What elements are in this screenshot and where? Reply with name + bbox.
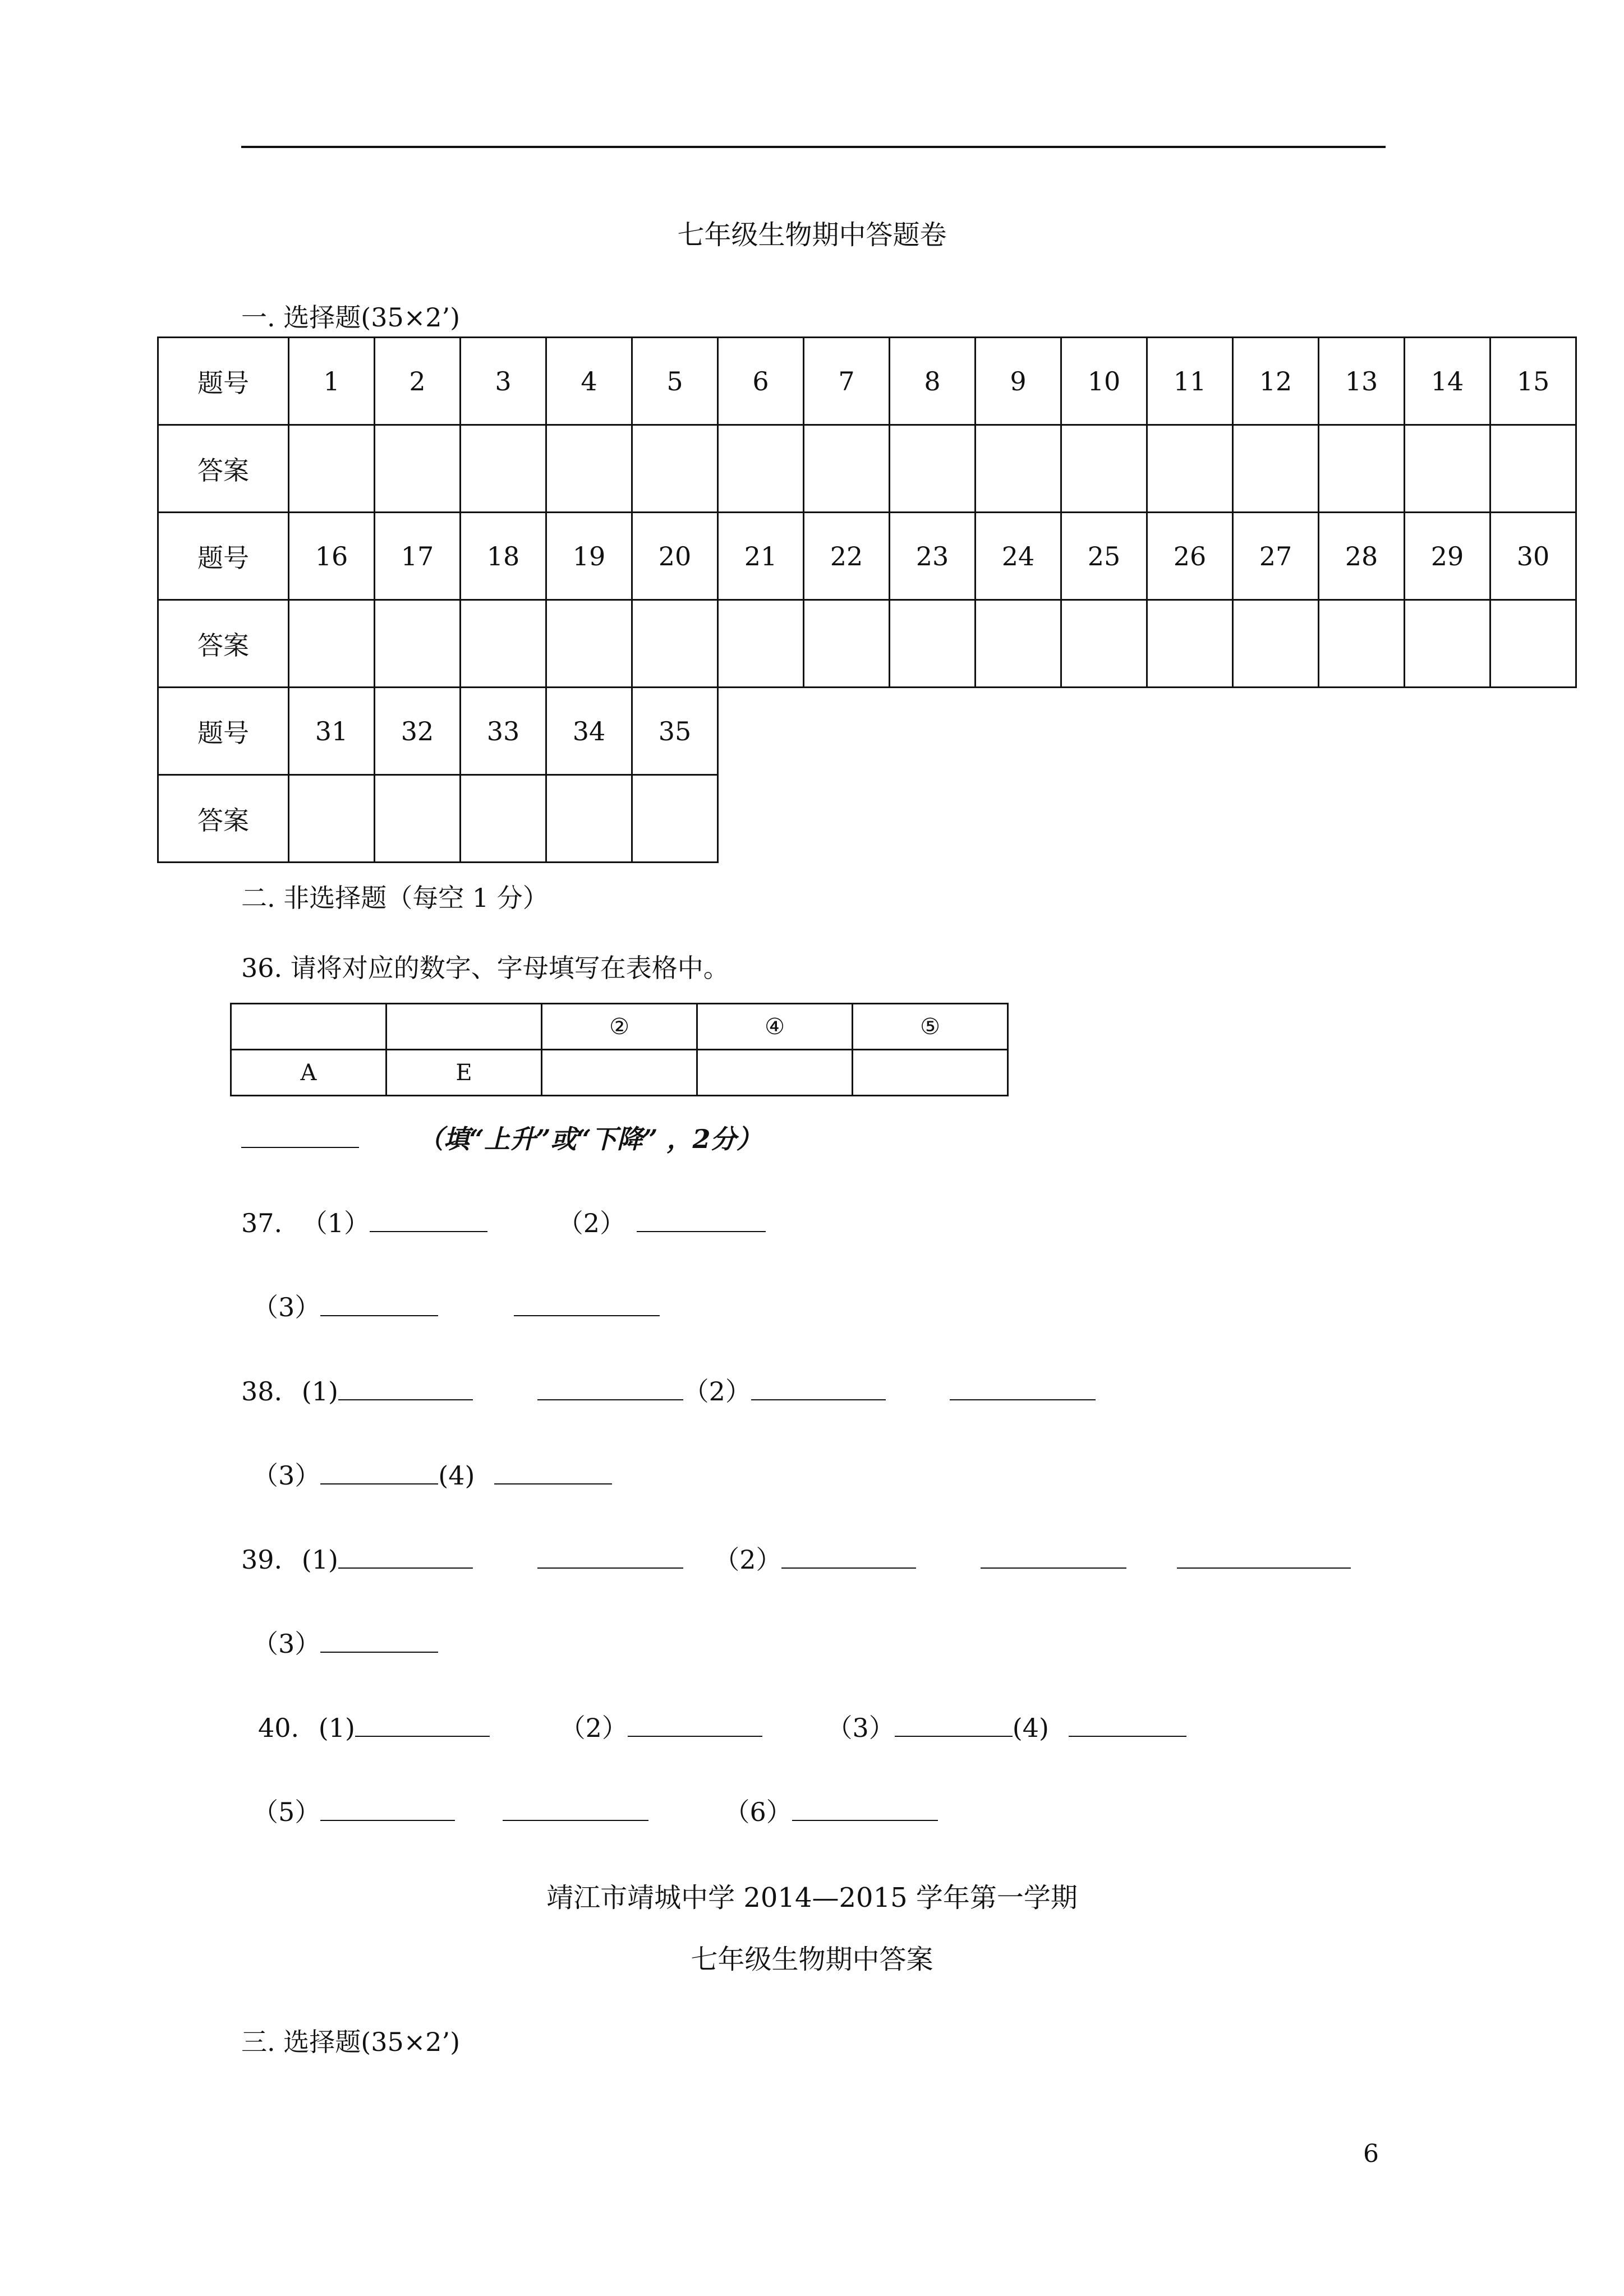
answer-blank[interactable] (503, 1800, 648, 1821)
answer-blank[interactable] (751, 1379, 886, 1400)
answer-cell[interactable] (546, 600, 632, 688)
answer-blank[interactable] (494, 1463, 612, 1484)
question-number: 27 (1233, 513, 1319, 600)
answer-blank[interactable] (950, 1379, 1096, 1400)
answer-cell[interactable] (375, 600, 461, 688)
question-number: 20 (632, 513, 718, 600)
answer-cell[interactable] (546, 775, 632, 863)
question-number: 12 (1233, 338, 1319, 425)
question-number: 33 (461, 688, 546, 775)
q36-cell: E (387, 1050, 542, 1096)
table-row (158, 775, 1576, 863)
q36-cell: ② (542, 1004, 697, 1050)
page-title: 七年级生物期中答题卷 (677, 219, 947, 251)
school-heading: 靖江市靖城中学 2014—2015 学年第一学期 (546, 1882, 1078, 1914)
q36-note: （填“上升”或“下降” ，2分） (417, 1124, 762, 1154)
q36-cell: ④ (697, 1004, 853, 1050)
table-row (158, 338, 1576, 425)
row-label-answer: 答案 (158, 775, 289, 863)
question-number: 10 (1061, 338, 1147, 425)
question-number: 31 (289, 688, 375, 775)
question-number: 18 (461, 513, 546, 600)
answer-cell[interactable] (289, 775, 375, 863)
answer-cell[interactable] (1233, 600, 1319, 688)
answer-cell[interactable] (289, 425, 375, 513)
question-number: 3 (461, 338, 546, 425)
question-number: 34 (546, 688, 632, 775)
row-label-question: 题号 (158, 513, 289, 600)
answer-cell[interactable] (1061, 600, 1147, 688)
question-number: 4 (546, 338, 632, 425)
page-number: 6 (1363, 2140, 1379, 2168)
answer-cell[interactable] (289, 600, 375, 688)
table-row (158, 513, 1576, 600)
answer-cell[interactable] (1061, 425, 1147, 513)
answer-cell[interactable] (718, 425, 804, 513)
question-number: 23 (890, 513, 976, 600)
answer-blank[interactable] (537, 1547, 683, 1569)
table-row (158, 600, 1576, 688)
answer-cell[interactable] (461, 775, 546, 863)
question-number: 39. (241, 1545, 283, 1575)
row-label-question: 题号 (158, 338, 289, 425)
question-number: 7 (804, 338, 890, 425)
q40-line2: （5） （6） (252, 1792, 938, 1829)
answer-cell[interactable] (632, 775, 718, 863)
question-number: 2 (375, 338, 461, 425)
answer-blank[interactable] (781, 1547, 916, 1569)
q36-cell[interactable] (542, 1050, 697, 1096)
question-number: 28 (1319, 513, 1405, 600)
answer-blank[interactable] (981, 1547, 1126, 1569)
question-number: 14 (1405, 338, 1490, 425)
header-rule (241, 146, 1386, 148)
table-row (158, 688, 1576, 775)
answer-cell[interactable] (461, 600, 546, 688)
question-number: 24 (976, 513, 1061, 600)
row-label-answer: 答案 (158, 425, 289, 513)
answer-blank[interactable] (895, 1716, 1013, 1737)
q38-line1: 38. (1) （2） (241, 1371, 1096, 1408)
answer-blank[interactable] (320, 1463, 438, 1484)
answer-blank[interactable] (792, 1800, 938, 1821)
question-number: 25 (1061, 513, 1147, 600)
answer-blank[interactable] (355, 1716, 490, 1737)
question-number: 1 (289, 338, 375, 425)
answer-cell[interactable] (804, 425, 890, 513)
question-number: 38. (241, 1376, 283, 1407)
answer-cell[interactable] (1319, 425, 1405, 513)
answer-blank[interactable] (370, 1211, 487, 1232)
answer-cell[interactable] (804, 600, 890, 688)
answer-cell[interactable] (1490, 600, 1576, 688)
answer-blank[interactable] (241, 1127, 359, 1148)
q36-cell[interactable] (853, 1050, 1008, 1096)
question-number: 26 (1147, 513, 1233, 600)
q36-table (230, 1003, 1009, 1096)
question-number: 19 (546, 513, 632, 600)
question-number: 30 (1490, 513, 1576, 600)
answer-blank[interactable] (637, 1211, 766, 1232)
answer-blank[interactable] (628, 1716, 762, 1737)
answer-cell[interactable] (1405, 425, 1490, 513)
q38-line2: （3） (4) (252, 1455, 612, 1492)
question-number: 21 (718, 513, 804, 600)
q36-cell[interactable] (231, 1004, 387, 1050)
answer-cell[interactable] (375, 775, 461, 863)
q36-cell[interactable] (697, 1050, 853, 1096)
question-number: 11 (1147, 338, 1233, 425)
question-number: 9 (976, 338, 1061, 425)
question-number: 8 (890, 338, 976, 425)
question-number: 29 (1405, 513, 1490, 600)
row-label-question: 题号 (158, 688, 289, 775)
answer-blank[interactable] (320, 1295, 438, 1316)
question-number: 40. (258, 1713, 300, 1743)
q36-cell: A (231, 1050, 387, 1096)
question-number: 37. (241, 1208, 283, 1238)
q36-cell[interactable] (387, 1004, 542, 1050)
answer-blank[interactable] (1177, 1547, 1351, 1569)
question-number: 13 (1319, 338, 1405, 425)
answer-blank[interactable] (320, 1800, 455, 1821)
answer-blank[interactable] (1069, 1716, 1186, 1737)
section3-heading: 三. 选择题(35×2’) (241, 2027, 461, 2057)
answer-cell[interactable] (1490, 425, 1576, 513)
question-number: 35 (632, 688, 718, 775)
answer-cell[interactable] (546, 425, 632, 513)
question-number: 15 (1490, 338, 1576, 425)
answer-blank[interactable] (320, 1631, 438, 1653)
table-row (231, 1050, 1008, 1096)
answer-cell[interactable] (890, 600, 976, 688)
q40-line1: 40. (1) （2） （3） (4) (258, 1708, 1186, 1745)
q37-line1: 37. （1） （2） (241, 1203, 766, 1240)
question-number: 17 (375, 513, 461, 600)
answer-blank[interactable] (537, 1379, 683, 1400)
answer-cell[interactable] (1319, 600, 1405, 688)
answer-cell[interactable] (1233, 425, 1319, 513)
section1-heading: 一. 选择题(35×2’) (241, 302, 461, 333)
question-number: 32 (375, 688, 461, 775)
answer-cell[interactable] (1147, 425, 1233, 513)
answer-grid (157, 336, 1577, 863)
answer-cell[interactable] (632, 425, 718, 513)
answer-cell[interactable] (718, 600, 804, 688)
answer-cell[interactable] (375, 425, 461, 513)
question-number: 22 (804, 513, 890, 600)
q37-line2: （3） (252, 1287, 660, 1324)
q36-prompt: 36. 请将对应的数字、字母填写在表格中。 (241, 953, 729, 983)
q39-line1: 39. (1) （2） (241, 1539, 1351, 1576)
answer-cell[interactable] (632, 600, 718, 688)
answer-cell[interactable] (461, 425, 546, 513)
q39-line2: （3） (252, 1624, 438, 1661)
row-label-answer: 答案 (158, 600, 289, 688)
answer-cell[interactable] (976, 425, 1061, 513)
answer-blank[interactable] (338, 1379, 473, 1400)
answer-blank[interactable] (338, 1547, 473, 1569)
question-number: 6 (718, 338, 804, 425)
answer-cell[interactable] (976, 600, 1061, 688)
table-row (158, 425, 1576, 513)
question-number: 5 (632, 338, 718, 425)
question-number: 16 (289, 513, 375, 600)
table-row (231, 1004, 1008, 1050)
answer-cell[interactable] (890, 425, 976, 513)
q36-cell: ⑤ (853, 1004, 1008, 1050)
answer-cell[interactable] (1147, 600, 1233, 688)
section2-heading: 二. 非选择题（每空 1 分） (241, 883, 549, 913)
answer-blank[interactable] (514, 1295, 660, 1316)
answer-cell[interactable] (1405, 600, 1490, 688)
answer-title: 七年级生物期中答案 (691, 1944, 933, 1975)
